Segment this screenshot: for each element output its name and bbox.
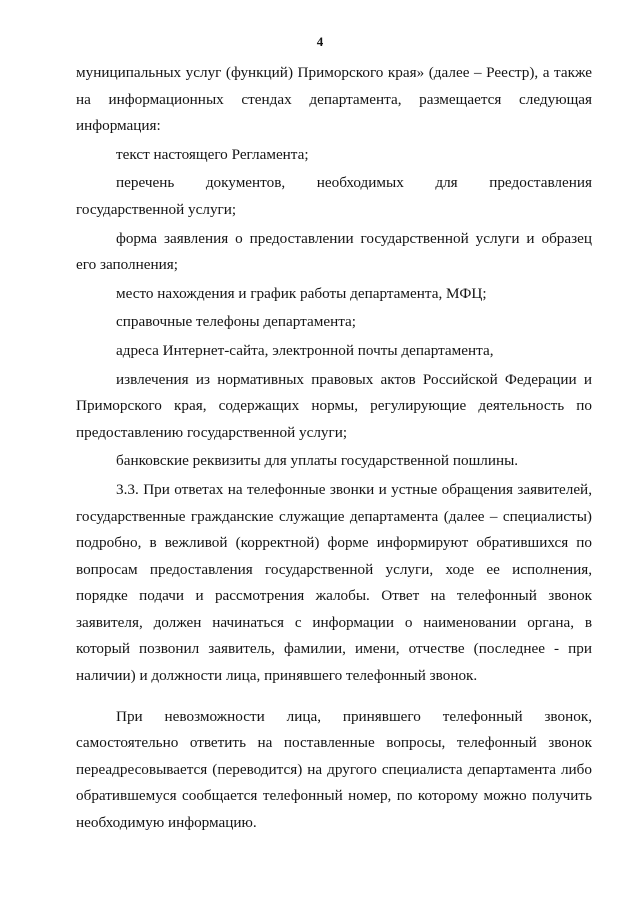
list-item: текст настоящего Регламента;	[116, 145, 309, 163]
page-number: 4	[316, 34, 324, 49]
list-item: перечень документов, необходимых для предоставления государственной услуги;	[76, 174, 592, 218]
list-item: форма заявления о предоставлении государственной услуги и образец его заполнения;	[76, 229, 592, 274]
list-item: банковские реквизиты для уплаты государственной пошлины.	[116, 452, 519, 470]
final-paragraph: При невозможности лица, принявшего телефонный звонок, самостоятельно ответить на поставленные вопросы, телефонный звонок переадресовывается (переводится) на другого специалиста департамента либо обратившемуся сообщается телефонный номер, по которому можно получить необходимую информацию.	[76, 707, 592, 832]
intro-paragraph: муниципальных услуг (функций) Приморского края» (далее – Реестр), а также на информационных стендах департамента, размещается следующая информация:	[76, 64, 592, 135]
list-item: справочные телефоны департамента;	[116, 313, 356, 331]
section-3-3-paragraph: 3.3. При ответах на телефонные звонки и устные обращения заявителей, государственные гражданские служащие департамента (далее – специалисты) подробно, в вежливой (корректной) форме информируют обратившихся по вопросам предоставления государственной услуги, ходе ее исполнения, порядке подачи и рассмотрения жалобы. Ответ на телефонный звонок заявителя, должен начинаться с информации о наименовании органа, в который позвонил заявитель, фамилии, имени, отчестве (последнее - при наличии) и должности лица, принявшего телефонный звонок.	[76, 480, 592, 685]
list-item: место нахождения и график работы департамента, МФЦ;	[116, 284, 487, 302]
list-item: извлечения из нормативных правовых актов Российской Федерации и Приморского края, содержащих нормы, регулирующие деятельность по предоставлению государственной услуги;	[76, 370, 592, 441]
list-item: адреса Интернет-сайта, электронной почты департамента,	[116, 341, 494, 359]
document-body	[76, 60, 592, 837]
